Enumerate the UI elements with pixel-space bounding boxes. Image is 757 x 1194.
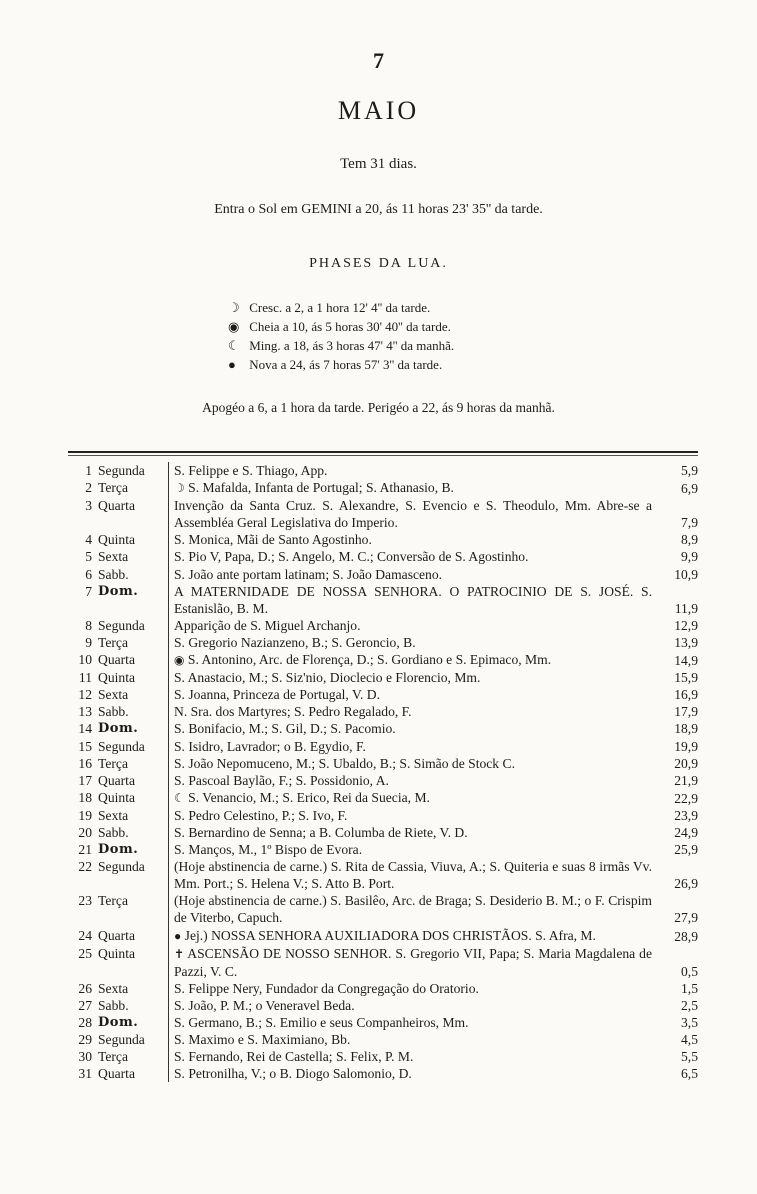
moon-age: 26,9 — [674, 876, 698, 892]
moon-age: 12,9 — [674, 617, 698, 633]
day-number: 16 — [78, 755, 92, 771]
saints-label: S. João ante portam latinam; S. João Damasceno. — [174, 566, 443, 582]
weekday: Quinta — [98, 945, 135, 961]
table-row — [68, 841, 698, 858]
days-count: Tem 31 dias. — [340, 156, 417, 172]
saints-text — [169, 703, 652, 720]
phase-row — [228, 317, 454, 336]
day-number: 19 — [78, 807, 92, 823]
saints-text — [169, 789, 652, 807]
phase-text: Ming. a 18, ás 3 horas 47' 4'' da manhã. — [249, 338, 455, 353]
moon-phase-icon: ◉ — [174, 653, 185, 668]
saints-text — [169, 497, 652, 531]
table-row — [68, 617, 698, 634]
date-cell — [68, 462, 169, 479]
saints-label: S. Pascoal Baylão, F.; S. Possidonio, A. — [174, 772, 389, 788]
day-number: 11 — [78, 670, 92, 686]
weekday: Sexta — [98, 980, 129, 996]
table-row — [68, 651, 698, 669]
saints-label: S. Anastacio, M.; S. Siz'nio, Dioclecio e Florencio, Mm. — [174, 670, 481, 686]
last-quarter-moon-icon: ☾ — [228, 338, 240, 353]
saints-label: Jej.) NOSSA SENHORA AUXILIADORA DOS CHRISTÃOS. S. Afra, M. — [184, 927, 596, 943]
table-row — [68, 927, 698, 945]
table-row — [68, 479, 698, 497]
table-row — [68, 1065, 698, 1082]
saints-label: S. Bernardino de Senna; a B. Columba de Riete, V. D. — [174, 824, 468, 840]
day-number: 14 — [78, 721, 92, 737]
first-quarter-moon-icon: ☽ — [228, 300, 240, 315]
saints-text — [169, 462, 652, 479]
moon-phase-icon: ☾ — [174, 790, 185, 805]
saints-label: S. Gregorio Nazianzeno, B.; S. Geroncio, B. — [174, 634, 416, 650]
day-number: 30 — [78, 1049, 92, 1065]
day-number: 23 — [78, 893, 92, 909]
day-number: 28 — [78, 1015, 92, 1030]
saints-text — [169, 1048, 652, 1065]
phase-row — [228, 355, 454, 374]
day-number: 31 — [78, 1066, 92, 1082]
table-row — [68, 634, 698, 651]
table-row — [68, 755, 698, 772]
saints-text — [169, 651, 652, 669]
saints-text — [169, 1014, 652, 1031]
table-row — [68, 497, 698, 531]
moon-age: 11,9 — [674, 600, 698, 616]
date-cell — [68, 669, 169, 686]
moon-age: 25,9 — [674, 842, 698, 858]
saints-text — [169, 669, 652, 686]
weekday: Sexta — [98, 687, 129, 703]
moon-age: 9,9 — [681, 549, 698, 565]
day-number: 24 — [78, 927, 92, 943]
moon-age: 13,9 — [674, 634, 698, 650]
weekday: Dom. — [98, 1015, 139, 1030]
saints-text — [169, 997, 652, 1014]
weekday: Terça — [98, 480, 128, 496]
phases-title: PHASES DA LUA. — [309, 256, 448, 271]
moon-age: 15,9 — [674, 670, 698, 686]
day-number: 5 — [85, 549, 92, 565]
saints-text — [169, 927, 652, 945]
day-number: 1 — [85, 463, 92, 478]
saints-label: S. Isidro, Lavrador; o B. Egydio, F. — [174, 738, 366, 754]
page-number: 7 — [373, 48, 384, 73]
date-cell — [68, 789, 169, 807]
date-cell — [68, 651, 169, 669]
saints-label: S. Venancio, M.; S. Erico, Rei da Suecia, M. — [188, 789, 430, 805]
day-number: 18 — [78, 789, 92, 805]
weekday: Segunda — [98, 617, 145, 633]
divider — [68, 451, 698, 453]
apogee-perigee: Apogéo a 6, a 1 hora da tarde. Perigéo a 22, ás 9 horas da manhã. — [202, 400, 555, 415]
moon-age: 27,9 — [674, 910, 698, 926]
day-number: 26 — [78, 980, 92, 996]
saints-label: S. Mafalda, Infanta de Portugal; S. Athanasio, B. — [188, 480, 454, 496]
table-row — [68, 548, 698, 565]
moon-phase-icon: ✝ — [174, 946, 185, 961]
saints-text — [169, 755, 652, 772]
table-row — [68, 945, 698, 980]
saints-label: S. Germano, B.; S. Emilio e seus Companheiros, Mm. — [174, 1015, 469, 1030]
table-row — [68, 720, 698, 737]
moon-age: 5,9 — [681, 463, 698, 478]
table-row — [68, 807, 698, 824]
day-number: 17 — [78, 772, 92, 788]
date-cell — [68, 497, 169, 531]
saints-text — [169, 566, 652, 583]
moon-age: 18,9 — [674, 721, 698, 737]
date-cell — [68, 945, 169, 980]
saints-text — [169, 720, 652, 737]
phase-row — [228, 336, 454, 355]
day-number: 21 — [78, 842, 92, 858]
date-cell — [68, 583, 169, 617]
saints-text — [169, 980, 652, 997]
date-cell — [68, 703, 169, 720]
date-cell — [68, 720, 169, 737]
weekday: Dom. — [98, 842, 139, 858]
date-cell — [68, 1065, 169, 1082]
day-number: 25 — [78, 945, 92, 961]
saints-label: S. João Nepomuceno, M.; S. Ubaldo, B.; S. Simão de Stock C. — [174, 755, 515, 771]
date-cell — [68, 807, 169, 824]
weekday: Segunda — [98, 463, 145, 478]
table-row — [68, 738, 698, 755]
date-cell — [68, 1014, 169, 1031]
date-cell — [68, 566, 169, 583]
day-number: 10 — [78, 652, 92, 668]
saints-label: S. Bonifacio, M.; S. Gil, D.; S. Pacomio. — [174, 721, 396, 737]
saints-text — [169, 479, 652, 497]
day-number: 7 — [85, 583, 92, 599]
moon-age: 16,9 — [674, 687, 698, 703]
moon-age: 7,9 — [681, 515, 698, 531]
day-number: 22 — [78, 859, 92, 875]
moon-age: 1,5 — [681, 980, 698, 996]
moon-age: 5,5 — [681, 1049, 698, 1065]
moon-age: 14,9 — [674, 653, 698, 669]
moon-age: 22,9 — [674, 790, 698, 806]
day-number: 4 — [85, 532, 92, 548]
full-moon-icon: ◉ — [228, 319, 240, 334]
weekday: Dom. — [98, 583, 139, 599]
calendar-table — [68, 462, 698, 1082]
weekday: Sabb. — [98, 824, 129, 840]
day-number: 9 — [85, 634, 92, 650]
date-cell — [68, 858, 169, 892]
table-row — [68, 997, 698, 1014]
weekday: Sexta — [98, 807, 129, 823]
table-row — [68, 824, 698, 841]
month-title: MAIO — [337, 96, 420, 125]
weekday: Quarta — [98, 927, 135, 943]
weekday: Segunda — [98, 1032, 145, 1048]
date-cell — [68, 686, 169, 703]
date-cell — [68, 1031, 169, 1048]
weekday: Terça — [98, 634, 128, 650]
sun-entry: Entra o Sol em GEMINI a 20, ás 11 horas 23' 35'' da tarde. — [214, 202, 543, 217]
weekday: Quinta — [98, 670, 135, 686]
weekday: Quinta — [98, 789, 135, 805]
table-row — [68, 1031, 698, 1048]
day-number: 29 — [78, 1032, 92, 1048]
table-row — [68, 703, 698, 720]
date-cell — [68, 841, 169, 858]
date-cell — [68, 738, 169, 755]
phase-text: Nova a 24, ás 7 horas 57' 3'' da tarde. — [249, 357, 443, 372]
date-cell — [68, 755, 169, 772]
saints-text — [169, 945, 652, 980]
weekday: Terça — [98, 893, 128, 909]
saints-label: S. João, P. M.; o Veneravel Beda. — [174, 997, 355, 1013]
saints-label: S. Felippe e S. Thiago, App. — [174, 463, 328, 478]
moon-phase-icon: ☽ — [174, 481, 185, 496]
moon-phases — [228, 298, 454, 374]
table-row — [68, 686, 698, 703]
weekday: Quarta — [98, 652, 135, 668]
moon-age: 23,9 — [674, 807, 698, 823]
date-cell — [68, 617, 169, 634]
weekday: Sexta — [98, 549, 129, 565]
table-row — [68, 1014, 698, 1031]
weekday: Quarta — [98, 498, 135, 514]
weekday: Sabb. — [98, 566, 129, 582]
saints-text — [169, 824, 652, 841]
saints-text — [169, 738, 652, 755]
weekday: Quarta — [98, 1066, 135, 1082]
table-row — [68, 462, 698, 479]
weekday: Quinta — [98, 532, 135, 548]
saints-label: N. Sra. dos Martyres; S. Pedro Regalado, F. — [174, 704, 412, 720]
phase-text: Cheia a 10, ás 5 horas 30' 40'' da tarde. — [249, 319, 451, 334]
moon-age: 6,9 — [681, 481, 698, 497]
saints-text — [169, 892, 652, 926]
date-cell — [68, 892, 169, 926]
date-cell — [68, 531, 169, 548]
divider — [68, 455, 698, 456]
day-number: 2 — [85, 480, 92, 496]
day-number: 20 — [78, 824, 92, 840]
saints-text — [169, 772, 652, 789]
date-cell — [68, 997, 169, 1014]
moon-age: 0,5 — [681, 963, 698, 979]
table-row — [68, 858, 698, 892]
moon-age: 24,9 — [674, 824, 698, 840]
saints-label: A MATERNIDADE DE NOSSA SENHORA. O PATROCINIO DE S. JOSÉ. S. Estanislão, B. M. — [174, 583, 652, 616]
saints-text — [169, 531, 652, 548]
date-cell — [68, 634, 169, 651]
saints-label: S. Pio V, Papa, D.; S. Angelo, M. C.; Conversão de S. Agostinho. — [174, 549, 529, 565]
saints-label: S. Maximo e S. Maximiano, Bb. — [174, 1032, 351, 1048]
moon-age: 17,9 — [674, 704, 698, 720]
weekday: Dom. — [98, 721, 139, 737]
saints-label: S. Monica, Mãi de Santo Agostinho. — [174, 532, 372, 548]
saints-label: S. Antonino, Arc. de Florença, D.; S. Gordiano e S. Epimaco, Mm. — [187, 652, 552, 668]
saints-text — [169, 841, 652, 858]
saints-text — [169, 548, 652, 565]
moon-age: 4,5 — [681, 1032, 698, 1048]
table-row — [68, 566, 698, 583]
saints-text — [169, 634, 652, 651]
phase-text: Cresc. a 2, a 1 hora 12' 4'' da tarde. — [249, 300, 431, 315]
weekday: Terça — [98, 1049, 128, 1065]
date-cell — [68, 1048, 169, 1065]
moon-age: 28,9 — [674, 928, 698, 944]
moon-age: 10,9 — [674, 566, 698, 582]
table-row — [68, 892, 698, 926]
date-cell — [68, 548, 169, 565]
moon-age: 6,5 — [681, 1066, 698, 1082]
date-cell — [68, 772, 169, 789]
moon-age: 20,9 — [674, 755, 698, 771]
saints-label: ASCENSÃO DE NOSSO SENHOR. S. Gregorio VII, Papa; S. Maria Magdalena de Pazzi, V. C. — [174, 945, 652, 979]
moon-age: 19,9 — [674, 738, 698, 754]
table-row — [68, 1048, 698, 1065]
day-number: 15 — [78, 738, 92, 754]
saints-label: S. Pedro Celestino, P.; S. Ivo, F. — [174, 807, 348, 823]
date-cell — [68, 479, 169, 497]
saints-text — [169, 686, 652, 703]
saints-label: S. Petronilha, V.; o B. Diogo Salomonio, D. — [174, 1066, 412, 1082]
day-number: 13 — [78, 704, 92, 720]
weekday: Sabb. — [98, 704, 129, 720]
date-cell — [68, 980, 169, 997]
saints-text — [169, 807, 652, 824]
moon-phase-icon: ● — [174, 928, 182, 943]
day-number: 12 — [78, 687, 92, 703]
phase-row — [228, 298, 454, 317]
saints-text — [169, 1031, 652, 1048]
saints-label: S. Fernando, Rei de Castella; S. Felix, P. M. — [174, 1049, 414, 1065]
day-number: 6 — [85, 566, 92, 582]
saints-label: S. Manços, M., 1º Bispo de Evora. — [174, 842, 363, 858]
saints-text — [169, 617, 652, 634]
weekday: Segunda — [98, 738, 145, 754]
saints-text — [169, 583, 652, 617]
saints-text — [169, 858, 652, 892]
moon-age: 2,5 — [681, 997, 698, 1013]
weekday: Segunda — [98, 859, 145, 875]
table-row — [68, 789, 698, 807]
saints-label: Apparição de S. Miguel Archanjo. — [174, 617, 361, 633]
table-row — [68, 669, 698, 686]
day-number: 8 — [85, 617, 92, 633]
weekday: Quarta — [98, 772, 135, 788]
date-cell — [68, 927, 169, 945]
saints-label: (Hoje abstinencia de carne.) S. Rita de Cassia, Viuva, A.; S. Quiteria e suas 8 irmãs Vv. Mm. Port.; S. Helena V.; S. Atto B. Port. — [174, 859, 652, 892]
day-number: 27 — [78, 997, 92, 1013]
saints-label: (Hoje abstinencia de carne.) S. Basilêo, Arc. de Braga; S. Desiderio B. M.; o F. Crispim de Viterbo, Capuch. — [174, 893, 652, 926]
table-row — [68, 980, 698, 997]
weekday: Terça — [98, 755, 128, 771]
table-row — [68, 772, 698, 789]
saints-label: S. Felippe Nery, Fundador da Congregação do Oratorio. — [174, 980, 479, 996]
weekday: Sabb. — [98, 997, 129, 1013]
saints-text — [169, 1065, 652, 1082]
new-moon-icon: ● — [228, 357, 236, 372]
saints-label: S. Joanna, Princeza de Portugal, V. D. — [174, 687, 381, 703]
table-row — [68, 531, 698, 548]
moon-age: 8,9 — [681, 532, 698, 548]
moon-age: 21,9 — [674, 772, 698, 788]
date-cell — [68, 824, 169, 841]
saints-label: Invenção da Santa Cruz. S. Alexandre, S. Evencio e S. Theodulo, Mm. Abre-se a Assembléa Geral Legislativa do Imperio. — [174, 498, 652, 531]
table-row — [68, 583, 698, 617]
moon-age: 3,5 — [681, 1015, 698, 1030]
day-number: 3 — [85, 498, 92, 514]
